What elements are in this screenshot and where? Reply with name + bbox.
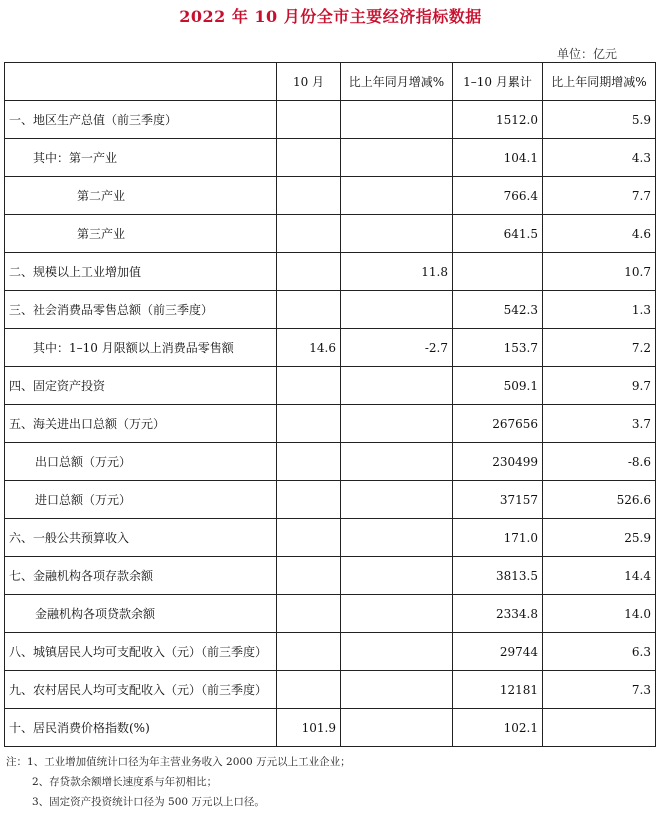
table-row [5, 557, 656, 595]
page-title: 2022 年 10 月份全市主要经济指标数据 [179, 7, 482, 26]
row-label: 六、一般公共预算收入 [5, 519, 277, 557]
cell-yoy-month [341, 633, 453, 671]
cell-ytd: 2334.8 [453, 595, 543, 633]
cell-ytd: 102.1 [453, 709, 543, 747]
row-label: 二、规模以上工业增加值 [5, 253, 277, 291]
cell-ytd: 12181 [453, 671, 543, 709]
indicators-table [4, 62, 656, 747]
cell-yoy-month [341, 443, 453, 481]
cell-yoy-month [341, 367, 453, 405]
cell-yoy-ytd: 7.2 [543, 329, 656, 367]
cell-ytd: 641.5 [453, 215, 543, 253]
cell-ytd: 104.1 [453, 139, 543, 177]
cell-yoy-ytd: 5.9 [543, 101, 656, 139]
cell-yoy-month [341, 177, 453, 215]
row-label: 其中：1–10 月限额以上消费品零售额 [5, 329, 277, 367]
cell-month [277, 253, 341, 291]
table-row [5, 329, 656, 367]
cell-month [277, 367, 341, 405]
cell-month [277, 291, 341, 329]
row-label: 十、居民消费价格指数(%) [5, 709, 277, 747]
table-row [5, 253, 656, 291]
cell-month [277, 101, 341, 139]
row-label: 第三产业 [5, 215, 277, 253]
cell-month [277, 139, 341, 177]
cell-yoy-ytd: 25.9 [543, 519, 656, 557]
cell-yoy-month: -2.7 [341, 329, 453, 367]
cell-yoy-ytd: 7.7 [543, 177, 656, 215]
cell-ytd: 3813.5 [453, 557, 543, 595]
cell-month [277, 215, 341, 253]
row-label: 八、城镇居民人均可支配收入（元）（前三季度） [5, 633, 277, 671]
row-label: 其中：第一产业 [5, 139, 277, 177]
cell-ytd: 267656 [453, 405, 543, 443]
cell-yoy-ytd: -8.6 [543, 443, 656, 481]
cell-yoy-month [341, 101, 453, 139]
cell-month [277, 633, 341, 671]
cell-ytd: 509.1 [453, 367, 543, 405]
footnote: 2、存贷款余额增长速度系与年初相比； [32, 776, 218, 788]
cell-yoy-ytd: 4.6 [543, 215, 656, 253]
cell-ytd: 1512.0 [453, 101, 543, 139]
footnote: 3、固定资产投资统计口径为 500 万元以上口径。 [32, 796, 265, 808]
cell-yoy-month [341, 215, 453, 253]
cell-ytd: 29744 [453, 633, 543, 671]
table-row [5, 595, 656, 633]
table-row [5, 291, 656, 329]
cell-month [277, 177, 341, 215]
cell-yoy-ytd: 14.0 [543, 595, 656, 633]
cell-yoy-ytd: 14.4 [543, 557, 656, 595]
cell-month [277, 557, 341, 595]
header-indicator [5, 63, 277, 101]
cell-month [277, 481, 341, 519]
cell-ytd: 766.4 [453, 177, 543, 215]
cell-yoy-ytd: 6.3 [543, 633, 656, 671]
cell-ytd: 171.0 [453, 519, 543, 557]
table-row [5, 215, 656, 253]
cell-yoy-month [341, 139, 453, 177]
row-label: 金融机构各项贷款余额 [5, 595, 277, 633]
header-yoy-month: 比上年同月增减% [341, 63, 453, 101]
header-ytd: 1–10 月累计 [453, 63, 543, 101]
table-row [5, 405, 656, 443]
table-row [5, 101, 656, 139]
header-month: 10 月 [277, 63, 341, 101]
cell-yoy-ytd: 7.3 [543, 671, 656, 709]
cell-yoy-month [341, 291, 453, 329]
cell-month [277, 443, 341, 481]
cell-month [277, 595, 341, 633]
cell-yoy-ytd: 4.3 [543, 139, 656, 177]
table-row [5, 709, 656, 747]
table-row [5, 481, 656, 519]
footnotes [6, 752, 351, 812]
cell-yoy-month [341, 519, 453, 557]
unit-label: 单位：亿元 [556, 47, 617, 61]
table-row [5, 633, 656, 671]
row-label: 第二产业 [5, 177, 277, 215]
cell-month [277, 405, 341, 443]
row-label: 五、海关进出口总额（万元） [5, 405, 277, 443]
cell-yoy-month [341, 405, 453, 443]
cell-ytd [453, 253, 543, 291]
cell-month [277, 519, 341, 557]
row-label: 九、农村居民人均可支配收入（元）（前三季度） [5, 671, 277, 709]
cell-month [277, 671, 341, 709]
cell-yoy-month [341, 557, 453, 595]
cell-ytd: 37157 [453, 481, 543, 519]
table-row [5, 519, 656, 557]
table-row [5, 367, 656, 405]
row-label: 出口总额（万元） [5, 443, 277, 481]
row-label: 七、金融机构各项存款余额 [5, 557, 277, 595]
cell-yoy-ytd: 9.7 [543, 367, 656, 405]
cell-yoy-month: 11.8 [341, 253, 453, 291]
cell-ytd: 153.7 [453, 329, 543, 367]
table-row [5, 177, 656, 215]
cell-yoy-month [341, 595, 453, 633]
header-yoy-ytd: 比上年同期增减% [543, 63, 656, 101]
cell-ytd: 542.3 [453, 291, 543, 329]
table-row [5, 443, 656, 481]
cell-yoy-ytd: 1.3 [543, 291, 656, 329]
cell-yoy-ytd: 526.6 [543, 481, 656, 519]
cell-ytd: 230499 [453, 443, 543, 481]
row-label: 三、社会消费品零售总额（前三季度） [5, 291, 277, 329]
table-row [5, 671, 656, 709]
cell-month: 14.6 [277, 329, 341, 367]
table-row [5, 139, 656, 177]
row-label: 四、固定资产投资 [5, 367, 277, 405]
row-label: 一、地区生产总值（前三季度） [5, 101, 277, 139]
cell-yoy-ytd: 10.7 [543, 253, 656, 291]
cell-month: 101.9 [277, 709, 341, 747]
row-label: 进口总额（万元） [5, 481, 277, 519]
cell-yoy-ytd: 3.7 [543, 405, 656, 443]
cell-yoy-month [341, 709, 453, 747]
cell-yoy-ytd [543, 709, 656, 747]
cell-yoy-month [341, 481, 453, 519]
footnote: 注：1、工业增加值统计口径为年主营业务收入 2000 万元以上工业企业； [6, 756, 351, 768]
cell-yoy-month [341, 671, 453, 709]
table-header-row [5, 63, 656, 101]
